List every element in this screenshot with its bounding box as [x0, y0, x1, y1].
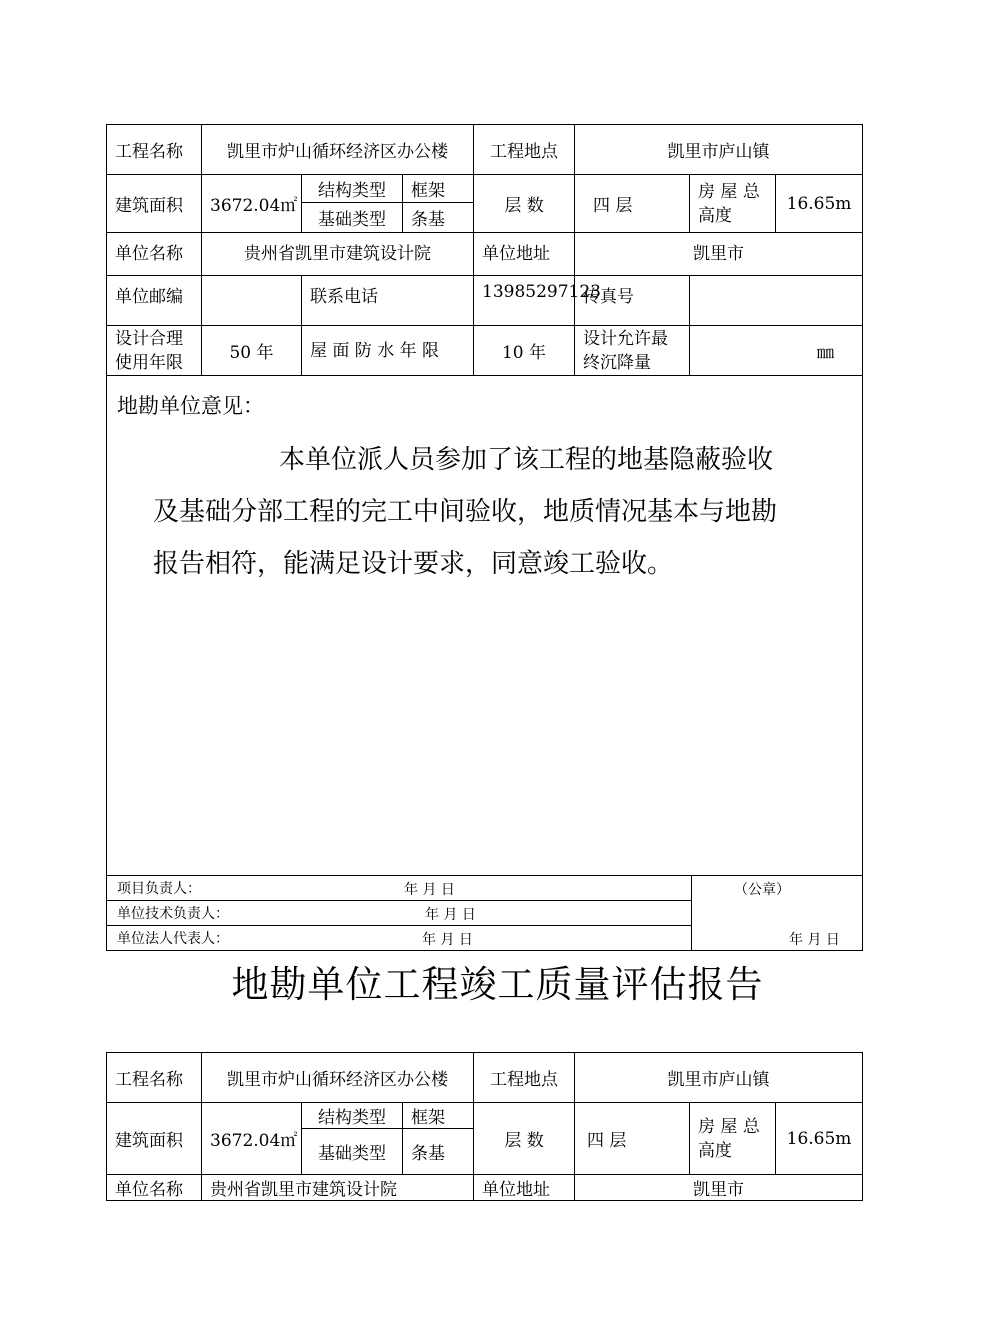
report-title: 地勘单位工程竣工质量评估报告 [231, 963, 764, 1006]
tech-leader-row [107, 901, 692, 926]
unit-address-label: 单位地址 [474, 233, 575, 276]
storeys-label: 层 数 [474, 175, 575, 233]
evaluation-form-bottom [106, 1052, 863, 1201]
opinion-title: 地勘单位意见： [117, 394, 264, 418]
foundation-type-label: 基础类型 [302, 203, 403, 233]
opinion-text: 本单位派人员参加了该工程的地基隐蔽验收及基础分部工程的完工中间验收，地质情况基本与地勘报告相符，能满足设计要求，同意竣工验收。 [153, 445, 778, 579]
unit-name-label: 单位名称 [107, 1175, 202, 1201]
project-name-value: 凯里市炉山循环经济区办公楼 [202, 1053, 474, 1103]
seal-label: （公章） [734, 882, 790, 898]
settlement-unit: ㎜ [690, 326, 863, 376]
fax-label: 传真号 [575, 276, 690, 326]
floor-area-value: 3672.04㎡ [202, 1103, 302, 1175]
unit-name-value: 贵州省凯里市建筑设计院 [202, 233, 474, 276]
project-site-label: 工程地点 [474, 1053, 575, 1103]
project-site-value: 凯里市庐山镇 [575, 125, 863, 175]
project-leader-date: 年 月 日 [404, 882, 455, 898]
phone-value: 13985297123 [474, 276, 575, 326]
storeys-value: 四 层 [575, 175, 690, 233]
roof-waterproof-label: 屋 面 防 水 年 限 [302, 326, 474, 376]
structure-type-value: 框架 [403, 1103, 474, 1129]
project-name-label: 工程名称 [107, 1053, 202, 1103]
total-height-value: 16.65m [776, 1103, 863, 1175]
total-height-label: 房 屋 总 高度 [690, 175, 776, 233]
structure-type-label: 结构类型 [302, 175, 403, 203]
fax-value [690, 276, 863, 326]
unit-address-value: 凯里市 [575, 1175, 863, 1201]
structure-type-label: 结构类型 [302, 1103, 403, 1129]
foundation-type-value: 条基 [403, 1129, 474, 1175]
seal-cell [692, 876, 863, 951]
tech-leader-label: 单位技术负责人： [117, 906, 229, 922]
phone-label: 联系电话 [302, 276, 474, 326]
unit-name-value: 贵州省凯里市建筑设计院 [202, 1175, 474, 1201]
service-life-value: 50 年 [202, 326, 302, 376]
storeys-value: 四 层 [575, 1103, 690, 1175]
roof-waterproof-value: 10 年 [474, 326, 575, 376]
total-height-label: 房 屋 总 高度 [690, 1103, 776, 1175]
legal-rep-row [107, 926, 692, 951]
project-site-label: 工程地点 [474, 125, 575, 175]
project-leader-label: 项目负责人： [117, 881, 201, 897]
legal-rep-date: 年 月 日 [422, 932, 473, 948]
foundation-type-label: 基础类型 [302, 1129, 403, 1175]
project-name-value: 凯里市炉山循环经济区办公楼 [202, 125, 474, 175]
settlement-label: 设计允许最终沉降量 [575, 326, 690, 376]
project-site-value: 凯里市庐山镇 [575, 1053, 863, 1103]
storeys-label: 层 数 [474, 1103, 575, 1175]
legal-rep-label: 单位法人代表人： [117, 931, 229, 947]
postcode-label: 单位邮编 [107, 276, 202, 326]
project-name-label: 工程名称 [107, 125, 202, 175]
tech-leader-date: 年 月 日 [425, 907, 476, 923]
unit-address-label: 单位地址 [474, 1175, 575, 1201]
service-life-label: 设计合理使用年限 [107, 326, 202, 376]
structure-type-value: 框架 [403, 175, 474, 203]
survey-unit-opinion [107, 376, 863, 876]
project-leader-row [107, 876, 692, 901]
floor-area-label: 建筑面积 [107, 1103, 202, 1175]
total-height-value: 16.65m [776, 175, 863, 233]
floor-area-label: 建筑面积 [107, 175, 202, 233]
signature-block [106, 875, 863, 951]
evaluation-form-top [106, 124, 863, 876]
foundation-type-value: 条基 [403, 203, 474, 233]
unit-address-value: 凯里市 [575, 233, 863, 276]
postcode-value [202, 276, 302, 326]
unit-name-label: 单位名称 [107, 233, 202, 276]
seal-date: 年 月 日 [789, 932, 840, 948]
floor-area-value: 3672.04㎡ [202, 175, 302, 233]
